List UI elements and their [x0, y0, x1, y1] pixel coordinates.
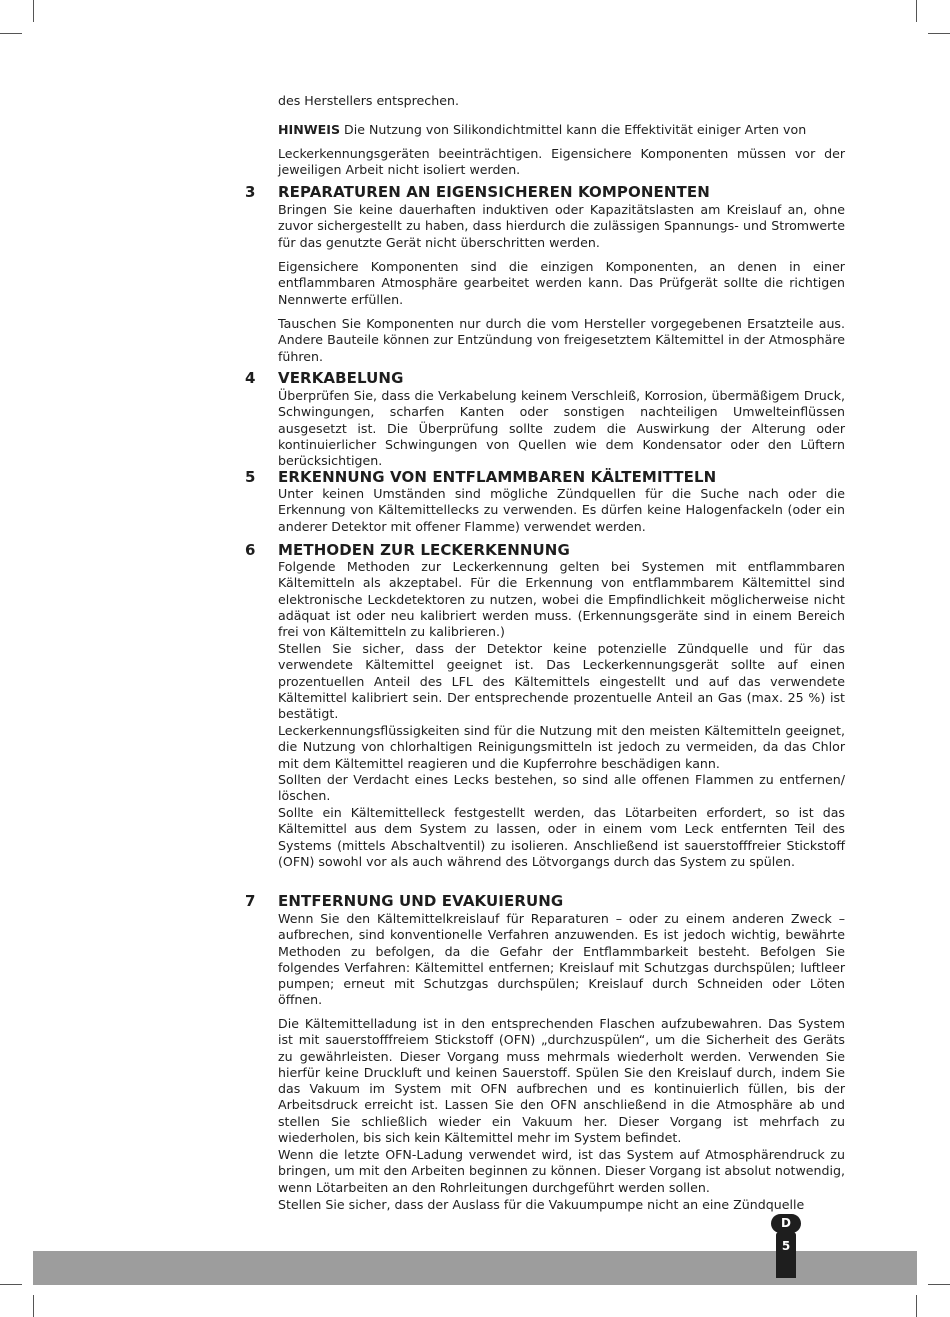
- crop-mark: [0, 33, 22, 34]
- section-heading: ERKENNUNG VON ENTFLAMMBAREN KÄLTEMITTELN: [278, 468, 717, 486]
- note-label: HINWEIS: [278, 122, 341, 137]
- crop-mark: [0, 1284, 22, 1285]
- language-badge: D: [771, 1214, 801, 1233]
- continuation-text: des Herstellers entsprechen.: [278, 93, 459, 108]
- note-text: Die Nutzung von Silikondichtmittel kann die Effektivität einiger Arten von: [340, 122, 807, 137]
- crop-mark: [916, 0, 917, 22]
- section-paragraph: Wenn Sie den Kältemittelkreislauf für Reparaturen – oder zu einem anderen Zweck – aufbrechen, sind konventionelle Verfahren anzuwenden. Es ist jedoch wichtig, bewährte Methoden zu befolgen, da die Gefahr der Entflammbarkeit besteht. Befolgen Sie folgendes Verfahren: Kältemittel entfernen; Kreislauf mit Schutzgas durchspülen; luftleer pumpen; erneut mit Schutzgas durchspülen; Kreislauf durch Schneiden oder Löten öffnen.: [278, 911, 845, 1008]
- section-paragraph: Sollten der Verdacht eines Lecks bestehen, so sind alle offenen Flammen zu entfernen/ löschen.: [278, 772, 845, 804]
- crop-mark: [916, 1295, 917, 1317]
- section-paragraph: Eigensichere Komponenten sind die einzigen Komponenten, an denen in einer entflammbaren Atmosphäre gearbeitet werden kann. Das Prüfgerät sollte die richtigen Nennwerte erfüllen.: [278, 259, 845, 307]
- section-heading: ENTFERNUNG UND EVAKUIERUNG: [278, 892, 564, 910]
- section-number: 4: [245, 369, 256, 387]
- section-number: 6: [245, 541, 256, 559]
- section-paragraph: Leckerkennungsflüssigkeiten sind für die Nutzung mit den meisten Kältemitteln geeignet, die Nutzung von chlorhaltigen Reinigungsmitteln ist jedoch zu vermeiden, da das Chlor mit dem Kältemittel reagieren und die Kupferrohre beschädigen kann.: [278, 723, 845, 771]
- section-paragraph: Überprüfen Sie, dass die Verkabelung keinem Verschleiß, Korrosion, übermäßigem Druck, Schwingungen, scharfen Kanten oder sonstigen nachteiligen Umwelteinflüssen ausgesetzt ist. Die Überprüfung sollte zudem die Auswirkung der Alterung oder kontinuierlicher Schwingungen von Quellen wie dem Kondensator oder den Lüftern berücksichtigen.: [278, 388, 845, 469]
- section-paragraph: Folgende Methoden zur Leckerkennung gelten bei Systemen mit entflammbaren Kältemitteln als akzeptabel. Für die Erkennung von entflammbarem Kältemittel sind elektronische Leckdetektoren zu nutzen, wobei die Empfindlichkeit möglicherweise nicht adäquat ist oder neu kalibriert werden muss. (Erkennungsgeräte sind in einem Bereich frei von Kältemitteln zu kalibrieren.): [278, 559, 845, 640]
- section-heading: VERKABELUNG: [278, 369, 404, 387]
- section-paragraph: Unter keinen Umständen sind mögliche Zündquellen für die Suche nach oder die Erkennung von Kältemittellecks zu verwenden. Es dürfen keine Halogenfackeln (oder ein anderer Detektor mit offener Flamme) verwendet werden.: [278, 486, 845, 534]
- section-paragraph: Bringen Sie keine dauerhaften induktiven oder Kapazitätslasten am Kreislauf an, ohne zuvor sichergestellt zu haben, dass hierdurch die zulässigen Spannungs- und Stromwerte für das genutzte Gerät nicht überschritten werden.: [278, 202, 845, 250]
- crop-mark: [33, 0, 34, 22]
- crop-mark: [33, 1295, 34, 1317]
- section-paragraph: Tauschen Sie Komponenten nur durch die vom Hersteller vorgegebenen Ersatzteile aus. Andere Bauteile können zur Entzündung von freigesetztem Kältemittel in der Atmosphäre führen.: [278, 316, 845, 364]
- section-paragraph: Stellen Sie sicher, dass der Auslass für die Vakuumpumpe nicht an eine Zündquelle: [278, 1197, 805, 1212]
- crop-mark: [928, 33, 950, 34]
- section-number: 3: [245, 183, 256, 201]
- section-number: 7: [245, 892, 256, 910]
- note-continuation: Leckerkennungsgeräten beeinträchtigen. Eigensichere Komponenten müssen vor der jeweiligen Arbeit nicht isoliert werden.: [278, 146, 845, 178]
- section-paragraph: Die Kältemittelladung ist in den entsprechenden Flaschen aufzubewahren. Das System ist mit sauerstofffreiem Stickstoff (OFN) „durchzuspülen“, um die Sicherheit des Geräts zu gewährleisten. Dieser Vorgang muss mehrmals wiederholt werden. Verwenden Sie hierfür keine Druckluft und keinen Sauerstoff. Spülen Sie den Kreislauf durch, indem Sie das Vakuum im System mit OFN aufbrechen und es kontinuierlich füllen, bis der Arbeitsdruck erreicht ist. Lassen Sie den OFN anschließend in die Atmosphäre ab und stellen Sie schließlich wieder ein Vakuum her. Dieser Vorgang ist mehrfach zu wiederholen, bis sich kein Kältemittel mehr im System befindet.: [278, 1016, 845, 1146]
- page-number: 5: [781, 1239, 791, 1253]
- section-heading: METHODEN ZUR LECKERKENNUNG: [278, 541, 570, 559]
- section-paragraph: Wenn die letzte OFN-Ladung verwendet wird, ist das System auf Atmosphärendruck zu bringen, um mit den Arbeiten beginnen zu können. Dieser Vorgang ist absolut notwendig, wenn Lötarbeiten an den Rohrleitungen durchgeführt werden sollen.: [278, 1147, 845, 1195]
- crop-mark: [928, 1284, 950, 1285]
- section-paragraph: Stellen Sie sicher, dass der Detektor keine potenzielle Zündquelle und für das verwendete Kältemittel geeignet ist. Das Leckerkennungsgerät sollte auf einen prozentuellen Anteil des LFL des Kältemittels eingestellt und auf das verwendete Kältemittel kalibriert sein. Der entsprechende prozentuelle Anteil an Gas (max. 25 %) ist bestätigt.: [278, 641, 845, 722]
- section-number: 5: [245, 468, 256, 486]
- section-paragraph: Sollte ein Kältemittelleck festgestellt werden, das Lötarbeiten erfordert, so ist das Kältemittel aus dem System zu lassen, oder in einem vom Leck entfernten Teil des Systems (mittels Abschaltventil) zu isolieren. Anschließend ist sauerstofffreier Stickstoff (OFN) sowohl vor als auch während des Lötvorgangs durch das System zu spülen.: [278, 805, 845, 869]
- note-line: [278, 122, 845, 138]
- section-heading: REPARATUREN AN EIGENSICHEREN KOMPONENTEN: [278, 183, 710, 201]
